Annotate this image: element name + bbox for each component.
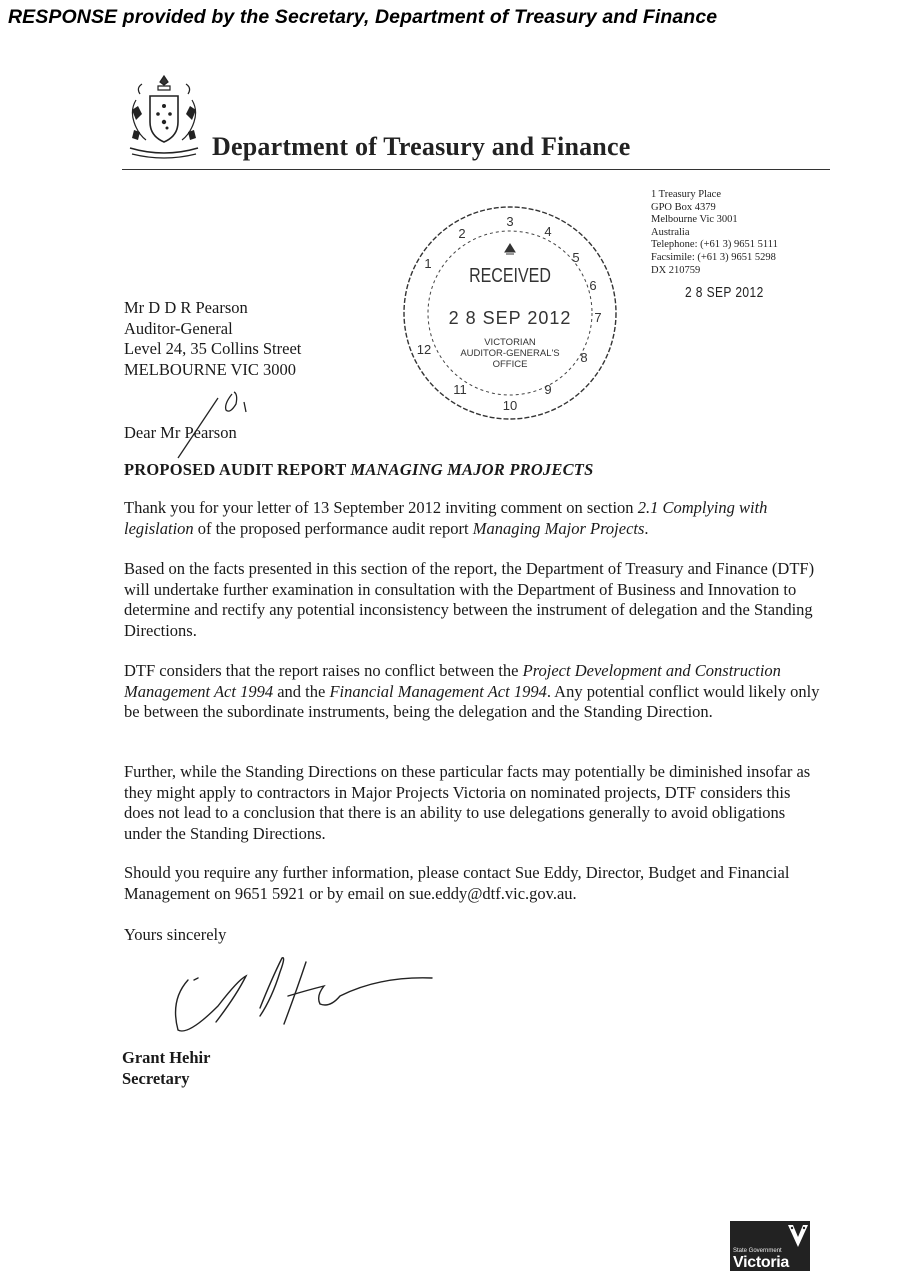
address-line: Facsimile: (+61 3) 9651 5298 <box>651 251 776 263</box>
recipient-line: Level 24, 35 Collins Street <box>124 339 302 358</box>
stamp-ring-number: 7 <box>594 310 602 325</box>
stamp-ring-number: 3 <box>506 214 514 229</box>
stamp-office-line: OFFICE <box>492 359 528 370</box>
paragraph-3 <box>124 661 824 723</box>
text-run: of the proposed performance audit report <box>193 518 473 538</box>
text-run-italic: Project Development and Construction Management Act 1994 <box>124 661 781 701</box>
victoria-coat-of-arms-icon <box>122 70 206 162</box>
stamp-office-line: VICTORIAN <box>484 337 536 348</box>
victoria-stars-icon <box>786 1223 810 1249</box>
logo-small-text: State Government <box>733 1248 782 1254</box>
stamp-ring-number: 2 <box>458 226 466 241</box>
paragraph-4: Further, while the Standing Directions on these particular facts may potentially be diminished insofar as they might apply to contractors in Major Projects Victoria on nominated projects, DTF considers this does not lead to a conclusion that there is an ability to use delegations generally to avoid obligations under the Standing Directions. <box>124 762 811 843</box>
letter-subject <box>124 460 593 480</box>
address-line: Telephone: (+61 3) 9651 5111 <box>651 239 778 251</box>
text-run: . Any potential conflict would likely only be between the subordinate instruments, being the delegation and the Standing Direction. <box>124 681 820 722</box>
paragraph-1 <box>124 498 824 539</box>
stamp-ring-number: 11 <box>453 382 467 397</box>
closing: Yours sincerely <box>124 925 227 944</box>
letter-date: 2 8 SEP 2012 <box>685 284 764 301</box>
stamp-ring-number: 4 <box>544 224 552 239</box>
header-rule <box>122 169 830 170</box>
address-line: Melbourne Vic 3001 <box>651 214 738 226</box>
response-banner: RESPONSE provided by the Secretary, Department of Treasury and Finance <box>8 6 718 28</box>
recipient-line: MELBOURNE VIC 3000 <box>124 359 297 379</box>
state-government-victoria-logo <box>730 1221 814 1271</box>
stamp-date: 2 8 SEP 2012 <box>448 308 572 328</box>
received-stamp <box>398 202 622 424</box>
address-line: 1 Treasury Place <box>651 189 721 200</box>
stamp-ring-number: 8 <box>580 350 588 365</box>
stamp-ring-number: 9 <box>544 382 552 397</box>
signer-block <box>122 1047 210 1089</box>
recipient-line: Auditor-General <box>124 318 233 338</box>
paragraph-2: Based on the facts presented in this section of the report, the Department of Treasury and Finance (DTF) will undertake further examination in consultation with the Department of Business and Innovation to determine and rectify any potential inconsistency between the instrument of delegation and the Standing Directions. <box>124 559 815 640</box>
stamp-ring-number: 5 <box>572 250 580 265</box>
paragraph-5: Should you require any further information, please contact Sue Eddy, Director, Budget and Financial Management on 9651 5921 or by email on sue.eddy@dtf.vic.gov.au. <box>124 863 790 903</box>
subject-title: MANAGING MAJOR PROJECTS <box>350 460 594 479</box>
stamp-ring-number: 12 <box>416 342 432 357</box>
text-run: DTF considers that the report raises no conflict between the <box>124 661 523 680</box>
address-line: DX 210759 <box>651 264 701 276</box>
stamp-ring-number: 1 <box>424 256 432 271</box>
recipient-address <box>124 298 301 380</box>
text-run-italic: Managing Major Projects <box>472 518 645 538</box>
text-run: . <box>644 518 649 538</box>
subject-prefix: PROPOSED AUDIT REPORT <box>124 460 351 479</box>
stamp-ring-number: 10 <box>502 398 518 413</box>
signer-title: Secretary <box>122 1069 190 1088</box>
signature <box>160 950 440 1045</box>
recipient-line: Mr D D R Pearson <box>124 298 248 317</box>
text-run: and the <box>273 681 330 701</box>
logo-word: Victoria <box>733 1254 789 1271</box>
stamp-received-label: RECEIVED <box>469 264 551 287</box>
address-line: Australia <box>651 226 690 238</box>
stamp-office-line: AUDITOR-GENERAL'S <box>460 348 560 359</box>
address-line: GPO Box 4379 <box>651 201 716 213</box>
text-run-italic: 2.1 Complying with legislation <box>124 498 768 538</box>
department-title: Department of Treasury and Finance <box>212 132 631 161</box>
stamp-ring-number: 6 <box>589 278 597 293</box>
sender-address <box>651 189 778 277</box>
salutation: Dear Mr Pearson <box>124 423 237 442</box>
signer-name: Grant Hehir <box>122 1048 211 1067</box>
text-run: Thank you for your letter of 13 September 2012 inviting comment on section <box>124 498 638 517</box>
text-run-italic: Financial Management Act 1994 <box>329 681 547 701</box>
